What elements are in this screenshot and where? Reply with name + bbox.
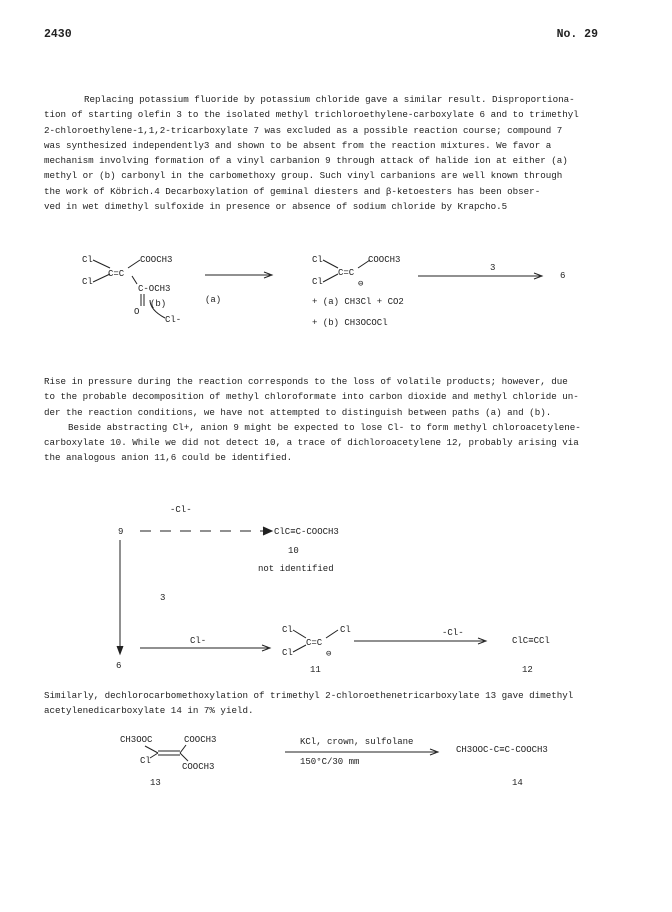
scheme2-anion-cl-top: Cl: [282, 625, 293, 635]
scheme3-reactant-number: 13: [150, 778, 161, 788]
scheme2-top-product: ClC≡C-COOCH3: [274, 527, 339, 537]
scheme1-product: 6: [560, 271, 566, 281]
page-number: 2430: [44, 28, 72, 41]
scheme1-cl-top: Cl: [82, 255, 93, 265]
scheme2-anion-cl-right: Cl: [340, 625, 351, 635]
text-line: acetylenedicarboxylate 14 in 7% yield.: [44, 705, 254, 717]
text-line: tion of starting olefin 3 to the isolated methyl trichloroethylene-carboxylate 6 and to trimethyl: [44, 109, 579, 121]
scheme1-alkene: C=C: [108, 269, 125, 279]
scheme2-top-arrow-label: -Cl-: [170, 505, 192, 515]
text-line: to the probable decomposition of methyl chloroformate into carbon dioxide and methyl chloride un-: [44, 391, 579, 403]
scheme1-mid-charge: ⊖: [358, 279, 364, 289]
scheme2-arrow-label-2: -Cl-: [442, 628, 464, 638]
text-line: Replacing potassium fluoride by potassium chloride gave a similar result. Disproportiona-: [84, 94, 575, 105]
scheme1-cl-bottom: Cl: [82, 277, 93, 287]
scheme1-path-a: (a): [205, 295, 222, 305]
scheme1-product-b: + (b) CH3OCOCl: [312, 318, 388, 328]
scheme1-ester: COOCH3: [140, 255, 173, 265]
text-line: Similarly, dechlorocarbomethoxylation of trimethyl 2-chloroethenetricarboxylate 13 gave dimethyl: [44, 690, 574, 701]
scheme3-bottom-left: Cl: [140, 756, 151, 766]
scheme3-product: CH3OOC-C≡C-COOCH3: [456, 745, 548, 755]
scheme2-start: 9: [118, 527, 124, 537]
scheme3-product-number: 14: [512, 778, 523, 788]
text-line: ved in wet dimethyl sulfoxide in presence or absence of sodium chloride by Krapcho.5: [44, 201, 508, 213]
text-line: Beside abstracting Cl+, anion 9 might be expected to lose Cl- to form methyl chloroacetylene-: [68, 421, 581, 433]
scheme2-bottom-start: 6: [116, 661, 122, 671]
text-line: the analogous anion 11,6 could be identified.: [44, 452, 293, 464]
scheme2-vertical-label: 3: [160, 593, 166, 603]
scheme2-anion-charge: ⊖: [326, 649, 332, 659]
scheme3-bottom-right: COOCH3: [182, 762, 215, 772]
scheme1-och3: C-OCH3: [138, 284, 171, 294]
text-line: der the reaction conditions, we have not attempted to distinguish between paths (a) and (b).: [44, 406, 552, 418]
scheme3-top-left: CH3OOC: [120, 735, 153, 745]
scheme3-top-right: COOCH3: [184, 735, 217, 745]
scheme3-conditions-top: KCl, crown, sulfolane: [300, 737, 414, 747]
issue-number: No. 29: [556, 28, 598, 41]
scheme1-mid-ester: COOCH3: [368, 255, 401, 265]
text-line: carboxylate 10. While we did not detect 10, a trace of dichloroacetylene 12, probably arising via: [44, 437, 579, 449]
text-line: the work of Köbrich.4 Decarboxylation of geminal diesters and β-ketoesters has been obser-: [44, 185, 541, 197]
scheme2-anion-alkene: C=C: [306, 638, 323, 648]
scheme2-top-note: not identified: [258, 564, 334, 574]
text-line: mechanism involving formation of a vinyl carbanion 9 through attack of halide ion at either (a): [44, 155, 568, 167]
scheme3-conditions-bottom: 150°C/30 mm: [300, 757, 360, 767]
scheme1-mid-alkene: C=C: [338, 268, 355, 278]
text-line: Rise in pressure during the reaction corresponds to the loss of volatile products; however, due: [44, 376, 568, 387]
scheme1-chloride: Cl-: [165, 315, 182, 325]
text-line: 2-chloroethylene-1,1,2-tricarboxylate 7 was excluded as a possible reaction course; compound 7: [44, 124, 563, 136]
scheme2-final-product: ClC≡CCl: [512, 636, 550, 646]
scheme1-arrow2-label: 3: [490, 263, 496, 273]
scheme2-anion-number: 11: [310, 665, 321, 675]
scheme2-anion-cl-bottom: Cl: [282, 648, 293, 658]
scheme2-final-number: 12: [522, 665, 533, 675]
scheme1-mid-cl-bottom: Cl: [312, 277, 323, 287]
scheme1-path-b: (b): [150, 299, 167, 309]
scheme1-oxygen: O: [134, 307, 140, 317]
scheme2-arrow-label-1: Cl-: [190, 636, 207, 646]
scheme1-product-a: + (a) CH3Cl + CO2: [312, 297, 404, 307]
text-line: was synthesized independently3 and shown to be absent from the reaction mixtures. We favor a: [44, 139, 552, 151]
scheme1-mid-cl-top: Cl: [312, 255, 323, 265]
text-line: methyl or (b) carbonyl in the carbomethoxy group. Such vinyl carbanions are well known through: [44, 170, 563, 182]
scheme2-top-product-number: 10: [288, 546, 299, 556]
